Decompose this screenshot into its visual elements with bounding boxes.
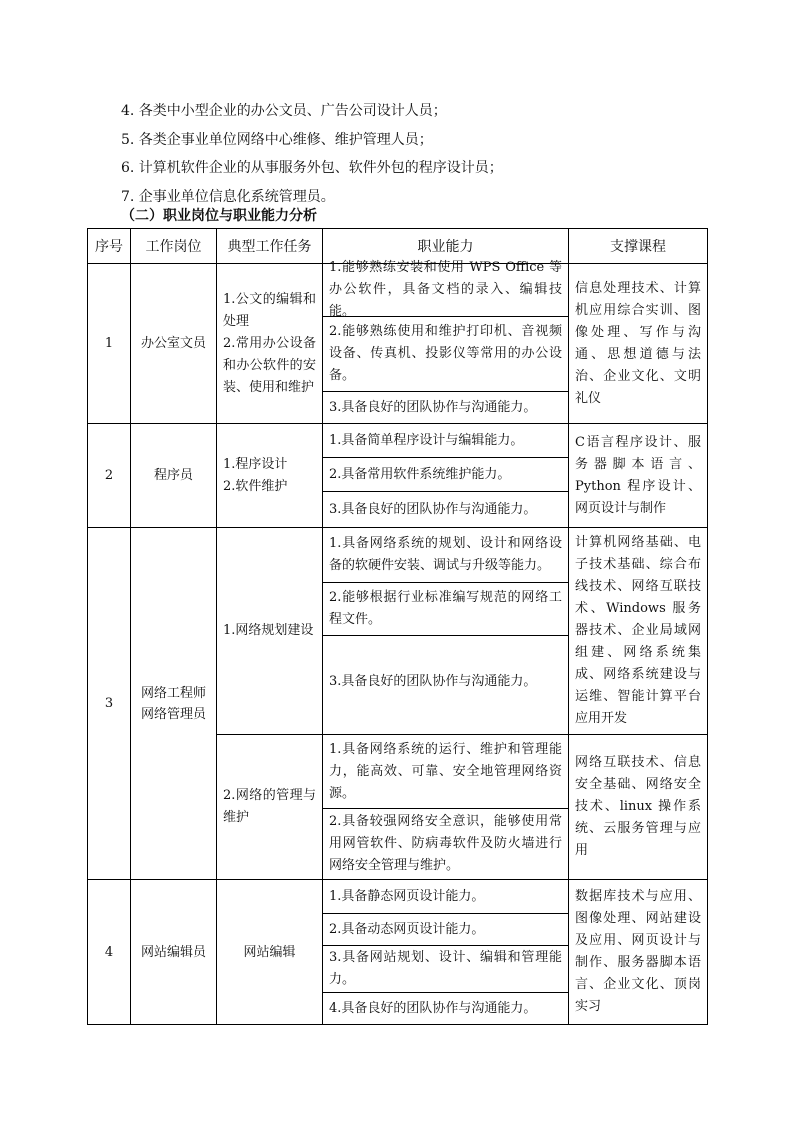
row-abilities (323, 735, 569, 880)
table-row (88, 264, 708, 424)
row-post: 办公室文员 (131, 264, 217, 424)
row-courses: C语言程序设计、服务器脚本语言、Python 程序设计、网页设计与制作 (569, 424, 708, 528)
table-row (88, 424, 708, 528)
row-task: 网站编辑 (217, 880, 323, 1025)
ability-item: 3.具备良好的团队协作与沟通能力。 (329, 399, 537, 415)
ability-item: 2.能够熟练使用和维护打印机、音视频设备、传真机、投影仪等常用的办公设备。 (323, 317, 568, 392)
table-row (88, 880, 708, 1025)
ability-item: 1.具备网络系统的规划、设计和网络设备的软硬件安装、调试与升级等能力。 (323, 528, 568, 583)
header-post: 工作岗位 (131, 229, 217, 264)
ability-item: 2.能够根据行业标准编写规范的网络工程文件。 (323, 583, 568, 636)
row-task: 1.程序设计 2.软件维护 (217, 424, 323, 528)
ability-item: 2.具备较强网络安全意识，能够使用常用网管软件、防病毒软件及防火墙进行网络安全管理与维护。 (329, 814, 562, 873)
row-abilities (323, 260, 569, 424)
row-courses: 计算机网络基础、电子技术基础、综合布线技术、网络互联技术、Windows 服务器技术、企业局域网组建、网络系统集成、网络系统建设与运维、智能计算平台应用开发 (569, 528, 708, 735)
ability-item: 3.具备良好的团队协作与沟通能力。 (329, 501, 537, 517)
list-item: 7. 企事业单位信息化系统管理员。 (121, 188, 335, 205)
ability-item: 3.具备网站规划、设计、编辑和管理能力。 (323, 946, 568, 993)
row-number: 1 (88, 264, 131, 424)
header-ability: 职业能力 (323, 229, 569, 264)
header-task: 典型工作任务 (217, 229, 323, 264)
career-direction-list (121, 97, 721, 211)
ability-item: 2.具备动态网页设计能力。 (323, 914, 568, 946)
row-task: 1.公文的编辑和处理 2.常用办公设备和办公软件的安装、使用和维护 (217, 264, 323, 424)
row-post: 网络工程师 网络管理员 (131, 528, 217, 880)
ability-item: 1.能够熟练安装和使用 WPS Office 等办公软件，具备文档的录入、编辑技能。 (323, 264, 568, 317)
career-ability-table (87, 228, 708, 1025)
row-task: 1.网络规划建设 (217, 528, 323, 735)
row-post: 程序员 (131, 424, 217, 528)
row-number: 3 (88, 528, 131, 880)
list-item: 4. 各类中小型企业的办公文员、广告公司设计人员； (121, 103, 447, 119)
header-no: 序号 (88, 229, 131, 264)
row-courses: 数据库技术与应用、图像处理、网站建设及应用、网页设计与制作、服务器脚本语言、企业文化、顶岗实习 (569, 880, 708, 1025)
row-abilities (323, 880, 569, 1025)
row-abilities (323, 528, 569, 735)
row-courses: 信息处理技术、计算机应用综合实训、图像处理、写作与沟通、思想道德与法治、企业文化、文明礼仪 (569, 264, 708, 424)
ability-item: 1.具备简单程序设计与编辑能力。 (323, 424, 568, 458)
row-courses: 网络互联技术、信息安全基础、网络安全技术、linux 操作系统、云服务管理与应用 (569, 735, 708, 880)
row-task: 2.网络的管理与维护 (217, 735, 323, 880)
ability-item: 3.具备良好的团队协作与沟通能力。 (329, 674, 537, 689)
ability-item: 1.具备静态网页设计能力。 (323, 880, 568, 914)
ability-item: 4.具备良好的团队协作与沟通能力。 (329, 1000, 537, 1016)
header-course: 支撑课程 (569, 229, 708, 264)
ability-item: 1.具备网络系统的运行、维护和管理能力，能高效、可靠、安全地管理网络资源。 (323, 735, 568, 809)
list-item: 6. 计算机软件企业的从事服务外包、软件外包的程序设计员； (121, 160, 503, 176)
ability-item: 2.具备常用软件系统维护能力。 (323, 458, 568, 492)
row-abilities (323, 424, 569, 528)
section-heading: （二）职业岗位与职业能力分析 (121, 208, 317, 224)
table-row (88, 528, 708, 735)
row-post: 网站编辑员 (131, 880, 217, 1025)
row-number: 4 (88, 880, 131, 1025)
list-item: 5. 各类企事业单位网络中心维修、维护管理人员； (121, 131, 433, 148)
row-number: 2 (88, 424, 131, 528)
